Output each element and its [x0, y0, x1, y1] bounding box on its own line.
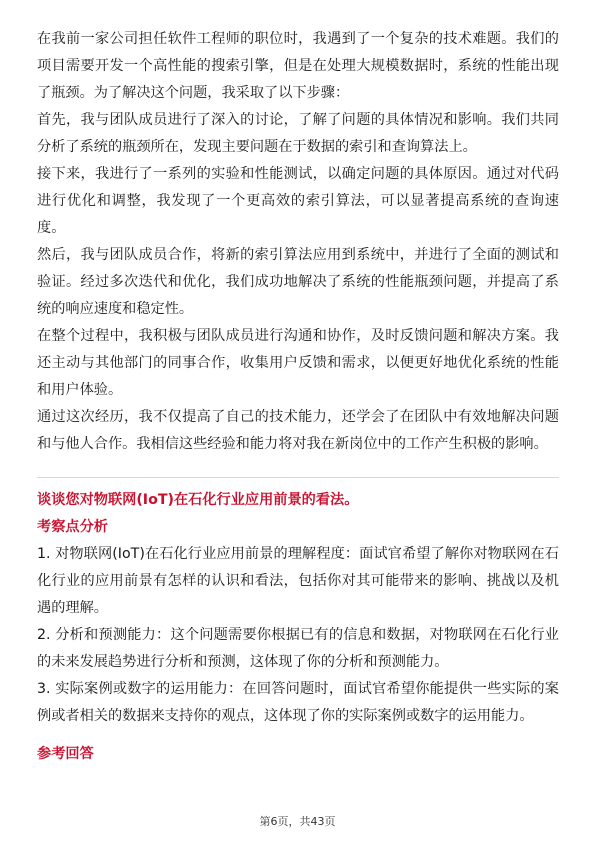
body-paragraph: 接下来，我进行了一系列的实验和性能测试，以确定问题的具体原因。通过对代码进行优化和调整，我发现了一个更高效的索引算法，可以显著提高系统的查询速度。 [37, 166, 559, 236]
analysis-title: 考察点分析 [37, 519, 108, 535]
question-heading: 谈谈您对物联网(IoT)在石化行业应用前景的看法。 [37, 492, 359, 508]
body-paragraph: 然后，我与团队成员合作，将新的索引算法应用到系统中，并进行了全面的测试和验证。经过多次迭代和优化，我们成功地解决了系统的性能瓶颈问题，并提高了系统的响应速度和稳定性。 [37, 247, 559, 317]
page-footer: 第6页，共43页 [259, 815, 336, 828]
page-content [37, 26, 559, 768]
answer-title: 参考回答 [37, 746, 94, 762]
body-paragraph: 通过这次经历，我不仅提高了自己的技术能力，还学会了在团队中有效地解决问题和与他人合作。我相信这些经验和能力将对我在新岗位中的工作产生积极的影响。 [37, 409, 559, 452]
body-paragraph: 首先，我与团队成员进行了深入的讨论，了解了问题的具体情况和影响。我们共同分析了系统的瓶颈所在，发现主要问题在于数据的索引和查询算法上。 [37, 112, 559, 155]
body-paragraph: 在我前一家公司担任软件工程师的职位时，我遇到了一个复杂的技术难题。我们的项目需要开发一个高性能的搜索引擎，但是在处理大规模数据时，系统的性能出现了瓶颈。为了解决这个问题，我采取了以下步骤： [37, 31, 559, 101]
analysis-item: 3. 实际案例或数字的运用能力：在回答问题时，面试官希望你能提供一些实际的案例或者相关的数据来支持你的观点，这体现了你的实际案例或数字的运用能力。 [37, 681, 559, 724]
analysis-item: 1. 对物联网(IoT)在石化行业应用前景的理解程度：面试官希望了解你对物联网在石化行业的应用前景有怎样的认识和看法，包括你对其可能带来的影响、挑战以及机遇的理解。 [37, 546, 559, 616]
analysis-item: 2. 分析和预测能力：这个问题需要你根据已有的信息和数据，对物联网在石化行业的未来发展趋势进行分析和预测，这体现了你的分析和预测能力。 [37, 627, 559, 670]
body-paragraph: 在整个过程中，我积极与团队成员进行沟通和协作，及时反馈问题和解决方案。我还主动与其他部门的同事合作，收集用户反馈和需求，以便更好地优化系统的性能和用户体验。 [37, 328, 559, 398]
section-divider [37, 477, 559, 478]
